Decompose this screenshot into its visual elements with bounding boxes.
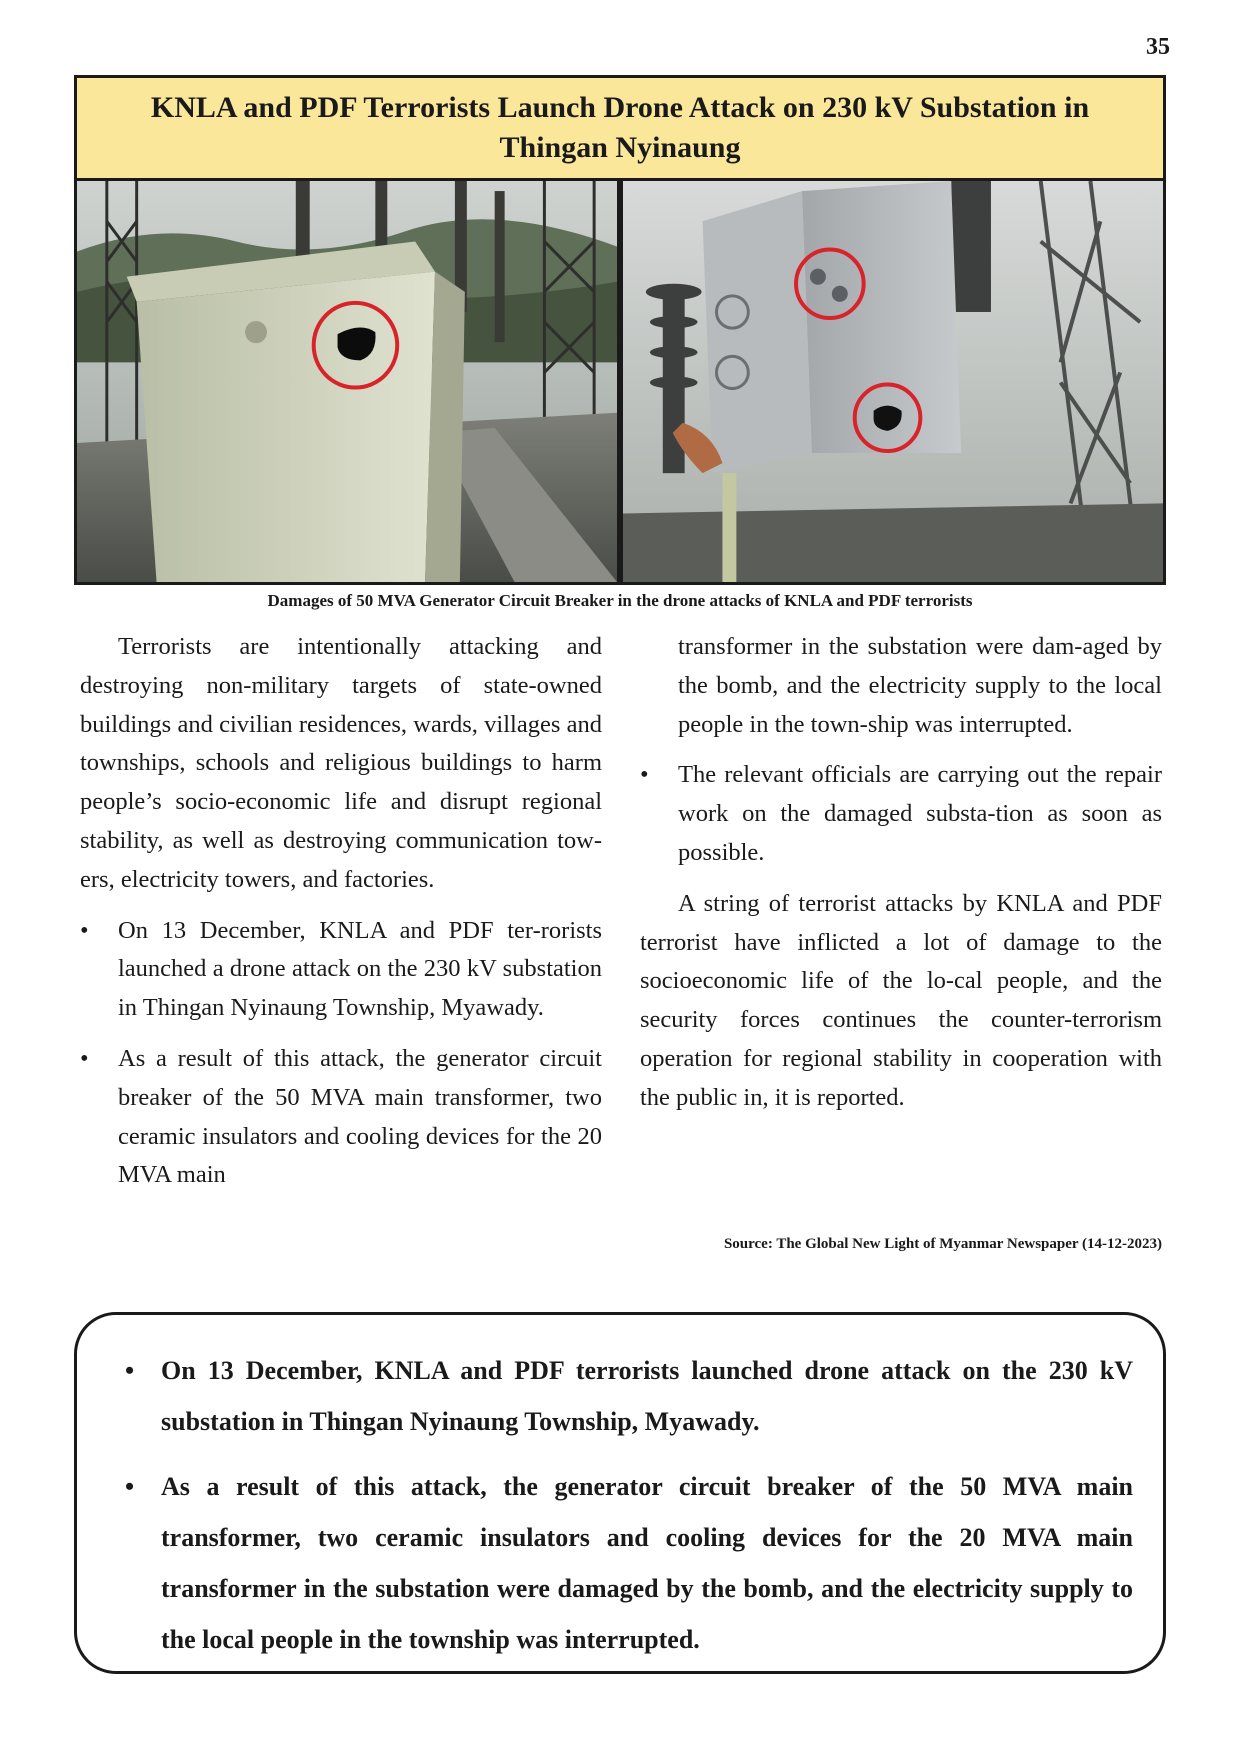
article-title-box	[74, 75, 1166, 181]
left-bullet-list	[80, 912, 602, 1196]
summary-list	[107, 1345, 1133, 1665]
bullet-item: • As a result of this attack, the generator circuit breaker of the 50 MVA main transformer, two ceramic insulators and cooling devices for the 20 MVA main	[80, 1040, 602, 1195]
bullet-continuation: transformer in the substation were dam-aged by the bomb, and the electricity supply to the local people in the town-ship was interrupted.	[678, 633, 1162, 738]
page-number: 35	[1146, 34, 1170, 60]
bullet-item: • On 13 December, KNLA and PDF ter-rorists launched a drone attack on the 230 kV substation in Thingan Nyinaung Township, Myawady.	[80, 912, 602, 1028]
photo-caption: Damages of 50 MVA Generator Circuit Breaker in the drone attacks of KNLA and PDF terrorists	[267, 591, 973, 610]
closing-paragraph: A string of terrorist attacks by KNLA and PDF terrorist have inflicted a lot of damage to the socioeconomic life of the lo-cal people, and the security forces continues the counter-terrorism operation for regional stability in cooperation with the public in, it is reported.	[640, 889, 1162, 1111]
article-title: KNLA and PDF Terrorists Launch Drone Attack on 230 kV Substation in Thingan Nyinaung	[150, 91, 1090, 164]
photo-right-illustration	[623, 181, 1163, 582]
photo-left-illustration	[77, 181, 617, 582]
summary-item: • On 13 December, KNLA and PDF terrorists launched drone attack on the 230 kV substation in Thingan Nyinaung Township, Myawady.	[107, 1345, 1133, 1447]
bullet-item: • The relevant officials are carrying out the repair work on the damaged substa-tion as soon as possible.	[640, 756, 1162, 872]
photo-left-cabinet	[77, 181, 617, 582]
right-bullet-list	[640, 756, 1162, 872]
right-column	[640, 628, 1162, 1130]
summary-box	[74, 1312, 1166, 1674]
photo-right-cabinet	[623, 181, 1163, 582]
summary-item: • As a result of this attack, the generator circuit breaker of the 50 MVA main transformer, two ceramic insulators and cooling devices for the 20 MVA main transformer in the substation were damaged by the bomb, and the electricity supply to the local people in the township was interrupted.	[107, 1461, 1133, 1665]
source-credit: Source: The Global New Light of Myanmar Newspaper (14-12-2023)	[723, 1236, 1162, 1252]
photo-strip	[74, 181, 1166, 585]
left-column	[80, 628, 602, 1207]
intro-paragraph: Terrorists are intentionally attacking and destroying non-military targets of state-owned buildings and civilian residences, wards, villages and townships, schools and religious buildings to harm people’s socio-economic life and disrupt regional stability, as well as destroying communication tow-ers, electricity towers, and factories.	[80, 633, 602, 893]
